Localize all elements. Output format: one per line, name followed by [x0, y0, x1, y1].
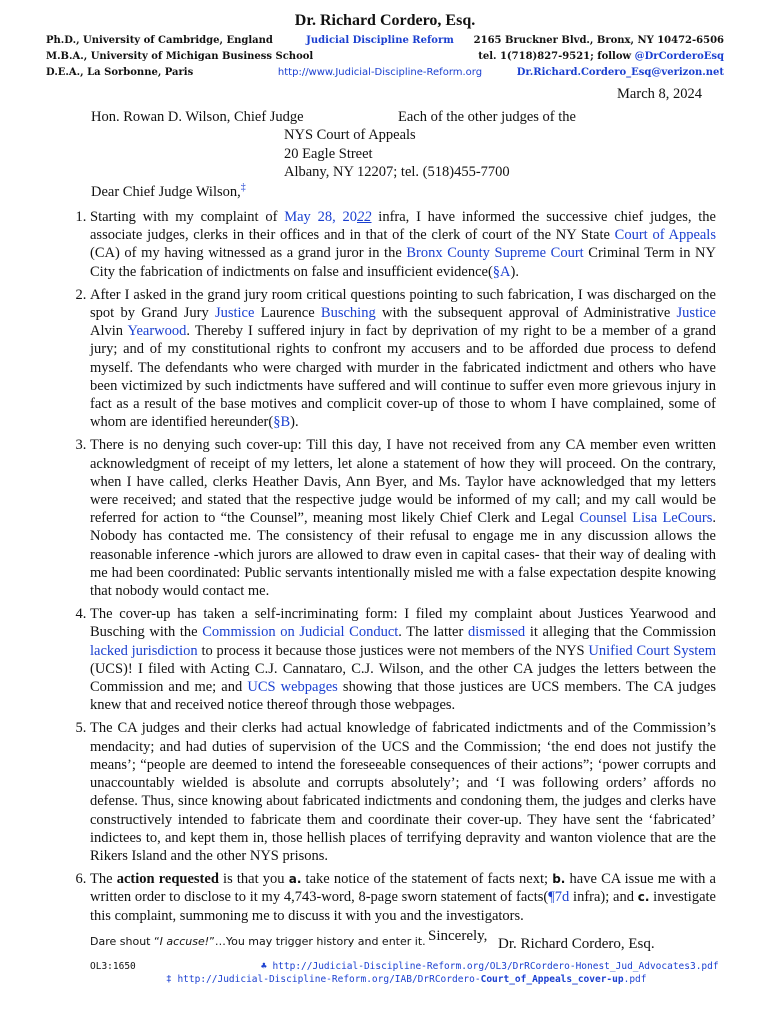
- fn2-url-bold: Court_of_Appeals_cover-up: [480, 974, 624, 985]
- club-icon: ♣: [261, 961, 267, 972]
- action-requested-bold: action requested: [116, 871, 219, 888]
- justice-link-2[interactable]: Justice: [676, 305, 716, 322]
- credential-phd: Ph.D., University of Cambridge, England: [46, 35, 273, 46]
- paragraph-6: [90, 870, 716, 925]
- dare-text-a: Dare shout “: [90, 935, 160, 948]
- p4-text-e: (UCS)! I filed with Acting C.J. Cannataro, C.J. Wilson, and the other CA judges the letters between the Commission and me; and: [90, 660, 716, 696]
- p2-text-b: Laurence: [254, 305, 321, 322]
- organization-url-link[interactable]: http://www.Judicial-Discipline-Reform.org: [277, 67, 483, 78]
- fn1-url-a: http://Judicial-Discipline-Reform.org/: [266, 961, 490, 972]
- p1-text-a: Starting with my complaint of: [90, 209, 285, 225]
- author-name-heading: Dr. Richard Cordero, Esq.: [294, 12, 476, 29]
- fn1-url-b: OL3/DrRCordero-Honest_Jud_Advocates3.pdf: [489, 961, 719, 972]
- p6-text-b: is that you: [218, 871, 289, 888]
- dismissed-link[interactable]: dismissed: [467, 624, 526, 641]
- fn2-url-b: .pdf: [623, 974, 647, 985]
- p1-text-d: Criminal Term in NY City the fabrication of indictments on false and insufficient evidence(: [90, 245, 716, 280]
- closing-sincerely: Sincerely,: [428, 928, 488, 944]
- p6-text-a: The: [90, 871, 117, 888]
- complaint-year-suffix: 22: [357, 209, 372, 225]
- court-street: 20 Eagle Street: [284, 145, 373, 162]
- p6-text-c: take notice of the statement of facts next;: [301, 871, 553, 888]
- postal-address: 2165 Bruckner Blvd., Bronx, NY 10472-6506: [473, 35, 724, 46]
- recipient-other-judges: Each of the other judges of the: [398, 109, 576, 125]
- phone-line: [474, 49, 724, 65]
- double-dagger-icon: ‡: [166, 974, 172, 985]
- p6-text-d: have CA issue me with a written order to disclose to it my 4,743-word, 8-page sworn statement of facts(: [90, 871, 716, 906]
- recipient-chief-judge: Hon. Rowan D. Wilson, Chief Judge: [91, 109, 304, 125]
- ucs-webpages-link[interactable]: UCS webpages: [247, 679, 338, 696]
- fn2-url-a: http://Judicial-Discipline-Reform.org/IAB/DrRCordero-: [171, 974, 481, 985]
- p1-text-b: infra, I have informed the successive chief judges, the associate judges, clerks in their offices and in that of the clerk of court of the NY State: [90, 209, 716, 244]
- dare-shout-line: [90, 935, 426, 948]
- p4-text-a: The cover-up has taken a self-incriminating form: I filed my complaint about Justices Yearwood and Busching with the: [90, 606, 716, 641]
- request-label-c: c.: [637, 890, 650, 905]
- court-name: NYS Court of Appeals: [284, 127, 416, 143]
- request-label-a: a.: [288, 872, 302, 887]
- lacked-jurisdiction-link[interactable]: lacked jurisdiction: [90, 642, 198, 659]
- paragraph-5: [90, 719, 716, 865]
- email-link[interactable]: Dr.Richard.Cordero_Esq@verizon.net: [516, 67, 724, 78]
- section-a-link[interactable]: §A: [492, 263, 511, 280]
- p4-text-c: it alleging that the Commission: [525, 624, 716, 641]
- salutation-footnote-mark[interactable]: ‡: [240, 182, 246, 193]
- salutation-text: Dear Chief Judge Wilson,: [91, 183, 241, 200]
- p5-text-a: The CA judges and their clerks had actual knowledge of fabricated indictments and of the Commission’s mendacity; and had duties of supervision of the UCS and the Commission; ‘the end does not justify the means’; “people are deemed to intend the foreseeable consequences of their actions”; ‘power corrupts and unaccountably wielded is absolute and corrupts absolutely’; and ‘I was following orders’ affords no defense. Thus, since knowing about fabricated indictments and condoning them, the judges and clerks have constructively intended to fabricate them and coordinate their cover-up. They have sent the ‘fabricated’ indictees to, and kept them in, those hellish places of terrifying depravity and wanton violence that are the Rikers Island and the other NYS prisons.: [90, 720, 716, 864]
- document-code: OL3:1650: [90, 961, 136, 972]
- numbered-paragraphs: [56, 208, 716, 930]
- paragraph-4: [90, 605, 716, 714]
- p2-text-c: with the subsequent approval of Administrative: [375, 305, 677, 322]
- unified-court-system-link[interactable]: Unified Court System: [588, 642, 716, 659]
- court-address: [284, 126, 510, 182]
- credential-mba: M.B.A., University of Michigan Business School: [46, 51, 314, 62]
- letter-date: March 8, 2024: [617, 86, 702, 102]
- request-label-b: b.: [552, 872, 566, 887]
- p6-text-e: infra); and: [569, 889, 638, 906]
- credential-dea: D.E.A., La Sorbonne, Paris: [46, 67, 194, 78]
- p1-text-e: ).: [510, 263, 519, 280]
- p2-text-a: After I asked in the grand jury room critical questions pointing to such fabrication, I was discharged on the spot by Grand Jury: [90, 286, 716, 322]
- p2-text-e: . Thereby I suffered injury in fact by deprivation of my right to be a member of a grand jury; and of my constitutional rights to confront my accusers and to be afforded due process to defend myself. The defendants who were charged with murder in the fabricated indictment and others who have been victimized by such indictments have suffered and will continue to suffer even more grievous injury in fact as a result of the base motives and complicit cover-up of those to whom I have complained, some of whom are identified hereunder(: [90, 323, 716, 431]
- p3-text-a: There is no denying such cover-up: Till this day, I have not received from any CA member even written acknowledgment of receipt of my letters, let alone a statement of how they will proceed. On the contrary, when I have called, clerks Heather Davis, Ann Byer, and Ms. Taylor have acknowledged that my letters were received; and stated that the respective judge would be informed of my call; and my call would be referred for action to “the Counsel”, meaning most likely Chief Clerk and Legal: [90, 437, 716, 527]
- justice-link-1[interactable]: Justice: [214, 305, 255, 322]
- yearwood-link[interactable]: Yearwood: [127, 323, 187, 340]
- p4-text-b: . The latter: [398, 624, 468, 641]
- court-city-tel: Albany, NY 12207; tel. (518)455-7700: [284, 164, 510, 180]
- complaint-date-link-text: May 28, 20: [284, 209, 357, 225]
- salutation: [91, 182, 246, 201]
- paragraph-2: [90, 286, 716, 432]
- section-b-link[interactable]: §B: [273, 414, 291, 431]
- dare-text-b: ”…You may trigger history and enter it.: [209, 935, 426, 948]
- organization-block: [270, 33, 490, 81]
- para-7d-link[interactable]: ¶7d: [548, 889, 570, 906]
- organization-name-link[interactable]: Judicial Discipline Reform: [306, 35, 454, 46]
- p3-text-b: . Nobody has contacted me. The consistency of their refusal to engage me in any discussion allows the reasonable inference -which jurors are allowed to draw even in capital cases- that their way of dealing with me had been coordinated: Public servants intentionally misled me with a false expectation despite knowing that nobody would contact me.: [90, 510, 717, 600]
- phone-text: tel. 1(718)827-9521; follow: [478, 51, 635, 62]
- footnote-double-dagger-link[interactable]: [166, 974, 646, 985]
- court-of-appeals-link[interactable]: Court of Appeals: [614, 227, 716, 244]
- p4-text-d: to process it because those justices were not members of the NYS: [197, 642, 589, 659]
- p6-text-f: investigate this complaint, summoning me to discuss it with you and the investigators.: [90, 889, 716, 924]
- busching-link[interactable]: Busching: [320, 305, 376, 322]
- twitter-handle-link[interactable]: @DrCorderoEsq: [634, 51, 724, 62]
- complaint-date-link[interactable]: [284, 209, 371, 225]
- p4-text-f: showing that those justices are UCS members. The CA judges knew that and received notice thereof through those webpages.: [90, 679, 716, 714]
- bronx-supreme-court-link[interactable]: Bronx County Supreme Court: [406, 245, 584, 262]
- signature-name: Dr. Richard Cordero, Esq.: [498, 936, 655, 952]
- paragraph-3: [90, 436, 716, 600]
- paragraph-1: [90, 208, 716, 281]
- p1-text-c: (CA) of my having witnessed as a grand juror in the: [90, 245, 407, 262]
- p2-text-f: ).: [290, 414, 299, 431]
- p2-text-d: Alvin: [90, 323, 128, 340]
- counsel-lecours-link[interactable]: Counsel Lisa LeCours: [579, 510, 713, 527]
- footnote-club-link[interactable]: [261, 961, 719, 972]
- commission-link[interactable]: Commission on Judicial Conduct: [202, 624, 399, 641]
- contact-block: [474, 33, 724, 81]
- dare-text-emphasis: I accuse!: [159, 935, 210, 948]
